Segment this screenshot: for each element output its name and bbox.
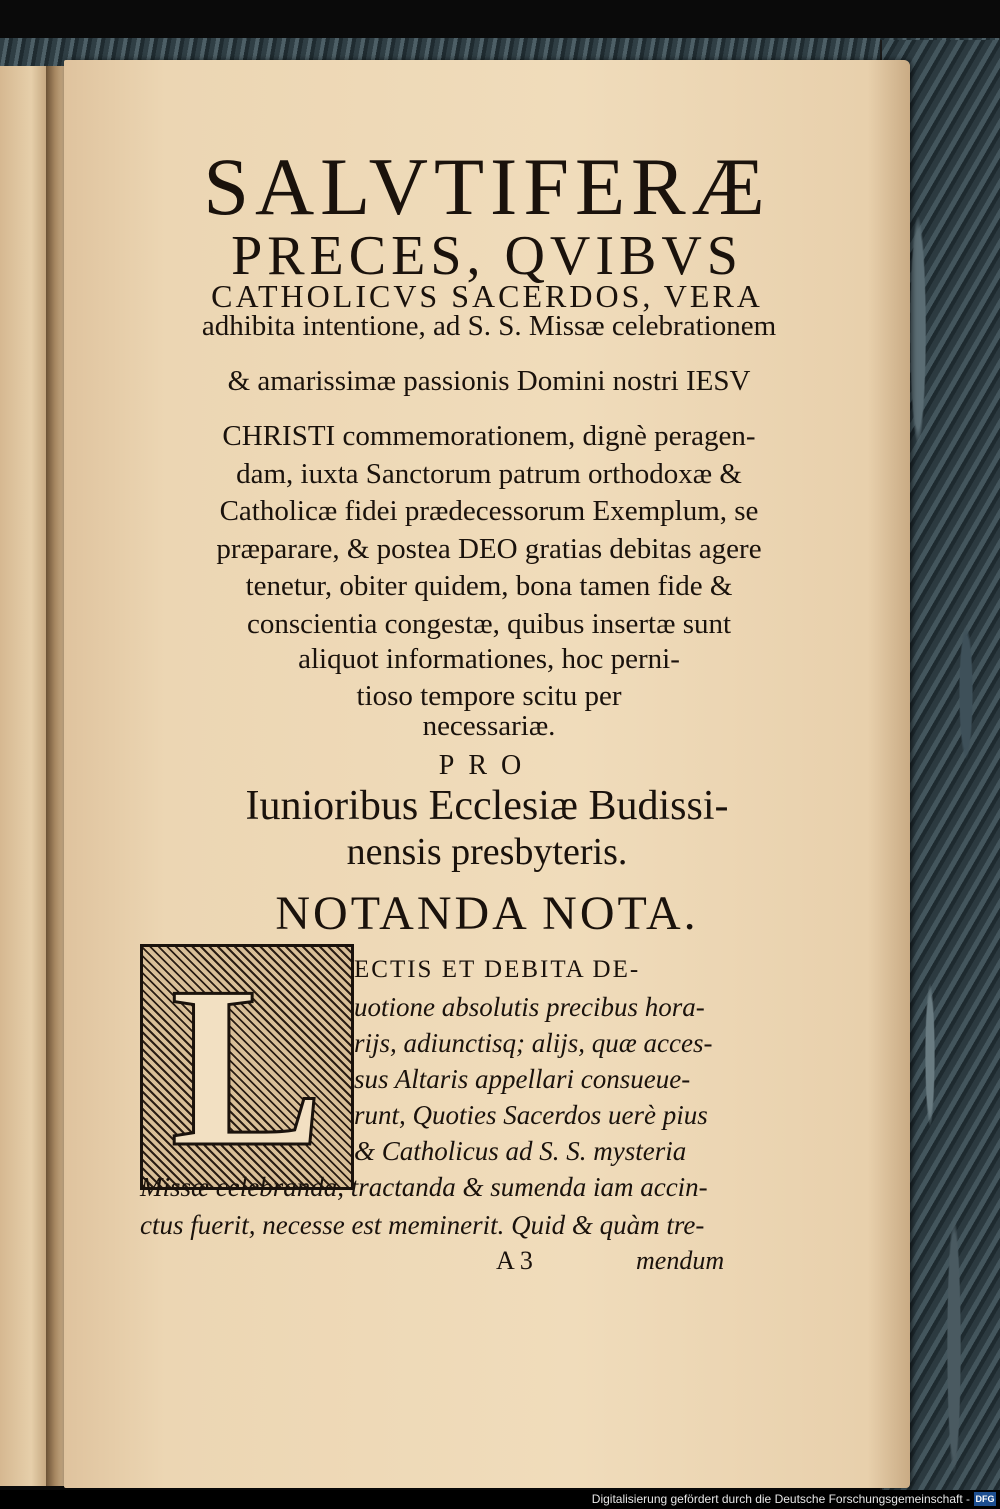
text-line: runt, Quoties Sacerdos uerè pius: [354, 1100, 708, 1130]
left-facing-page: [0, 66, 52, 1486]
body-line: CHRISTI commemorationem, dignè peragen-: [222, 420, 756, 452]
initial-letter: L: [170, 939, 324, 1194]
funding-credit: Digitalisierung gefördert durch die Deutsche Forschungsgemeinschaft -: [591, 1492, 970, 1506]
section-heading: NOTANDA NOTA.: [275, 887, 699, 940]
body-line: tioso tempore scitu per: [356, 680, 622, 712]
body-line: dam, iuxta Sanctorum patrum orthodoxæ &: [236, 458, 742, 490]
text-line: ctus fuerit, necesse est meminerit. Quid & quàm tre-: [140, 1210, 705, 1240]
text-line: ECTIS ET DEBITA DE-: [354, 956, 641, 983]
title-line-2: PRECES, QVIBVS: [231, 225, 743, 287]
text-line: Missæ celebranda, tractanda & sumenda iam accin-: [140, 1172, 708, 1202]
text-line: rijs, adiunctisq; alijs, quæ acces-: [354, 1028, 713, 1058]
body-line: adhibita intentione, ad S. S. Missæ celebrationem: [201, 310, 777, 342]
dfg-logo: DFG: [975, 1494, 995, 1504]
body-line: & amarissimæ passionis Domini nostri IESV: [227, 365, 751, 397]
text-line: uotione absolutis precibus hora-: [354, 992, 705, 1022]
woodcut-initial: [140, 939, 354, 1194]
body-line: necessariæ.: [422, 710, 556, 742]
footer-bar: [0, 1490, 1000, 1509]
body-line: præparare, & postea DEO gratias debitas agere: [216, 533, 762, 565]
title-page: [64, 60, 910, 1488]
text-line: sus Altaris appellari consueue-: [354, 1064, 691, 1094]
catchword: mendum: [636, 1246, 725, 1275]
body-line: tenetur, obiter quidem, bona tamen fide &: [245, 570, 733, 602]
signature-mark: A 3: [496, 1246, 533, 1275]
body-line: conscientia congestæ, quibus insertæ sunt: [246, 608, 732, 640]
text-line: & Catholicus ad S. S. mysteria: [354, 1136, 687, 1166]
body-line: aliquot informationes, hoc perni-: [298, 643, 680, 675]
title-line-1: SALVTIFERÆ: [203, 141, 771, 232]
title-line-3: CATHOLICVS SACERDOS, VERA: [211, 278, 763, 314]
dedication-line-1: Iunioribus Ecclesiæ Budissi-: [245, 783, 729, 829]
pro-label: PRO: [438, 750, 536, 781]
dedication-line-2: nensis presbyteris.: [346, 831, 628, 873]
body-line: Catholicæ fidei prædecessorum Exemplum, se: [219, 495, 759, 527]
